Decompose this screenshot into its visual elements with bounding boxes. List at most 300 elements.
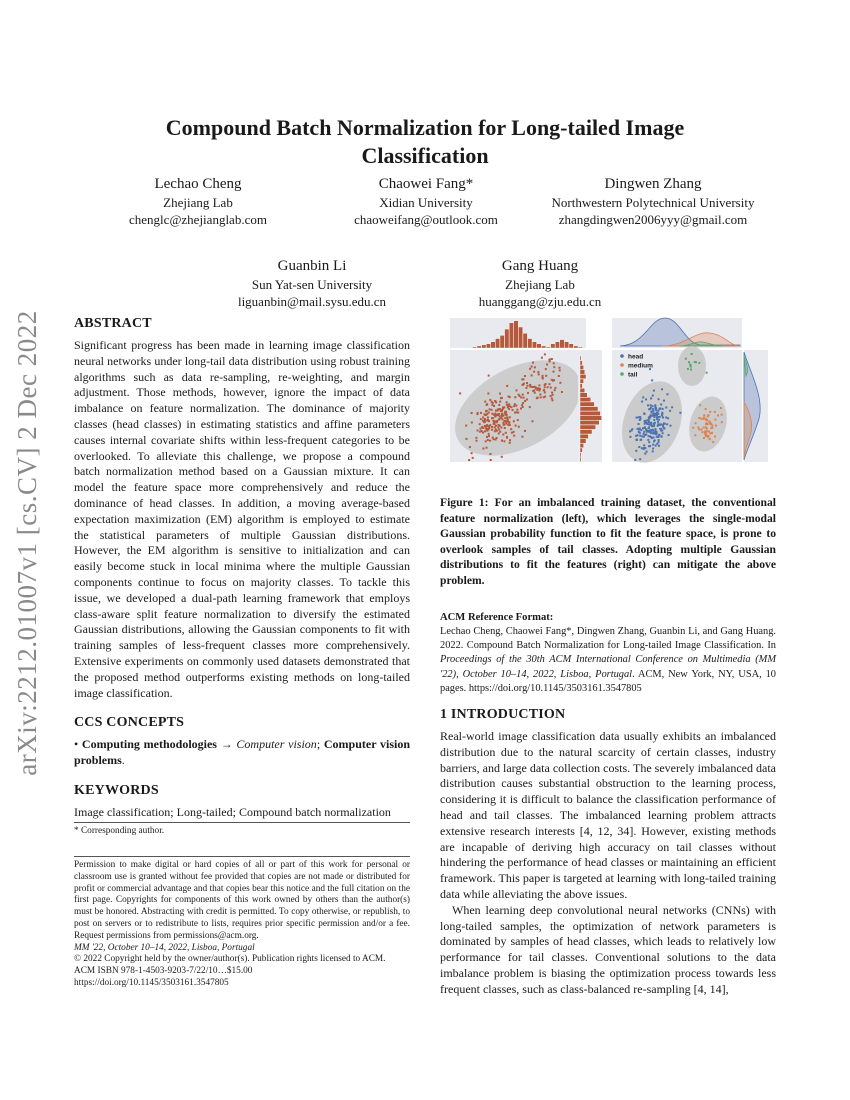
histogram-bar xyxy=(495,339,499,348)
scatter-point-medium xyxy=(698,417,700,419)
scatter-point-head xyxy=(644,426,646,428)
scatter-point-medium xyxy=(721,421,723,423)
scatter-point xyxy=(542,377,544,379)
author-block xyxy=(100,174,296,228)
scatter-point-head xyxy=(651,379,653,381)
scatter-point-head xyxy=(661,414,663,416)
scatter-point-head xyxy=(644,421,646,423)
author-email[interactable]: chaoweifang@outlook.com xyxy=(354,212,498,227)
scatter-point-head xyxy=(638,423,640,425)
scatter-point-head xyxy=(641,447,643,449)
scatter-point xyxy=(498,404,500,406)
scatter-point xyxy=(538,373,540,375)
author-name: Gang Huang xyxy=(501,258,579,274)
figure-1 xyxy=(440,312,780,474)
scatter-point xyxy=(514,396,516,398)
scatter-point xyxy=(486,436,488,438)
scatter-point xyxy=(484,430,486,432)
scatter-point-tail xyxy=(690,369,692,371)
scatter-point xyxy=(489,453,491,455)
scatter-point xyxy=(468,459,470,461)
scatter-point xyxy=(483,421,485,423)
scatter-point xyxy=(502,434,504,436)
scatter-point-tail xyxy=(690,366,692,368)
scatter-point-head xyxy=(659,416,661,418)
author-block xyxy=(326,174,526,228)
histogram-bar xyxy=(491,342,495,348)
scatter-point xyxy=(516,411,518,413)
scatter-point-medium xyxy=(703,437,705,439)
scatter-point-head xyxy=(649,408,651,410)
scatter-point xyxy=(503,440,505,442)
histogram-bar xyxy=(518,327,522,348)
scatter-point xyxy=(511,432,513,434)
scatter-point-medium xyxy=(699,404,701,406)
scatter-point-head xyxy=(655,409,657,411)
scatter-point-head xyxy=(654,422,656,424)
bullet: • xyxy=(74,737,79,752)
scatter-point-head xyxy=(662,408,664,410)
scatter-point-medium xyxy=(703,427,705,429)
permission-text: Permission to make digital or hard copies of all or part of this work for personal or classroom use is granted without fee provided that copies are not made or distributed for profit or commercial advantage and that copies bear this notice and the full citation on the first page. Copyrights for components of this work owned by others than the author(s) must be honored. Abstracting with credit is permitted. To copy otherwise, or republish, to post on servers or to redistribute to lists, requires prior specific permission and/or a fee. Request permissions from permissions@acm.org. xyxy=(74,860,410,941)
scatter-point xyxy=(482,416,484,418)
scatter-point xyxy=(524,375,526,377)
scatter-point xyxy=(501,440,503,442)
scatter-point xyxy=(459,392,461,394)
scatter-point-medium xyxy=(714,419,716,421)
scatter-point xyxy=(544,353,546,355)
scatter-point-head xyxy=(653,431,655,433)
scatter-point xyxy=(522,384,524,386)
scatter-point xyxy=(505,411,507,413)
histogram-bar xyxy=(580,370,585,374)
scatter-point-medium xyxy=(709,411,711,413)
scatter-point xyxy=(488,435,490,437)
scatter-point-head xyxy=(665,407,667,409)
scatter-point-medium xyxy=(702,431,704,433)
scatter-point-head xyxy=(652,448,654,450)
scatter-point xyxy=(480,428,482,430)
scatter-point xyxy=(493,420,495,422)
scatter-point-head xyxy=(641,435,643,437)
scatter-point xyxy=(491,429,493,431)
scatter-point-head xyxy=(643,447,645,449)
scatter-point-medium xyxy=(721,414,723,416)
ccs-item: Computing methodologies xyxy=(81,737,217,752)
author-email[interactable]: chenglc@zhejianglab.com xyxy=(129,212,267,227)
scatter-point xyxy=(549,359,551,361)
scatter-point xyxy=(531,374,533,376)
histogram-bar xyxy=(580,457,581,461)
histogram-bar xyxy=(509,323,513,348)
scatter-point xyxy=(553,371,555,373)
scatter-point-head xyxy=(649,436,651,438)
scatter-point-medium xyxy=(704,433,706,435)
scatter-point xyxy=(540,396,542,398)
scatter-point-medium xyxy=(703,414,705,416)
scatter-point-head xyxy=(647,420,649,422)
scatter-point xyxy=(476,440,478,442)
scatter-point xyxy=(515,425,517,427)
left-panel xyxy=(440,318,602,474)
scatter-point-head xyxy=(661,388,663,390)
scatter-point xyxy=(481,430,483,432)
scatter-point xyxy=(501,456,503,458)
scatter-point xyxy=(489,408,491,410)
scatter-point xyxy=(502,415,504,417)
separator: ; xyxy=(316,737,321,752)
scatter-point xyxy=(529,406,531,408)
scatter-point-head xyxy=(663,400,665,402)
scatter-point xyxy=(480,412,482,414)
histogram-bar xyxy=(580,402,594,406)
scatter-point xyxy=(494,400,496,402)
scatter-point-head xyxy=(657,421,659,423)
scatter-point xyxy=(501,409,503,411)
author-name: Dingwen Zhang xyxy=(604,176,702,192)
scatter-point-head xyxy=(645,398,647,400)
scatter-point xyxy=(508,422,510,424)
scatter-point xyxy=(532,386,534,388)
scatter-point xyxy=(542,375,544,377)
histogram-bar xyxy=(580,361,582,365)
scatter-point-head xyxy=(667,417,669,419)
scatter-point-head xyxy=(661,423,663,425)
scatter-point-head xyxy=(643,431,645,433)
scatter-point xyxy=(526,382,528,384)
scatter-point-head xyxy=(653,440,655,442)
scatter-point-medium xyxy=(710,423,712,425)
scatter-point-head xyxy=(653,419,655,421)
scatter-point xyxy=(486,420,488,422)
scatter-point xyxy=(539,394,541,396)
scatter-point-head xyxy=(653,390,655,392)
figure-caption: Figure 1: For an imbalanced training dataset, the conventional feature normalization (left), which leverages the single-modal Gaussian probability function to fit the feature space, is prone to overlook samples of tail classes. Adopting multiple Gaussian distributions to fit the features (right) can mitigate the above problem. xyxy=(440,496,776,587)
legend-label: head xyxy=(628,353,644,361)
scatter-point xyxy=(510,428,512,430)
scatter-point xyxy=(514,403,516,405)
scatter-point-head xyxy=(655,407,657,409)
histogram-bar xyxy=(532,342,536,348)
scatter-point xyxy=(552,399,554,401)
scatter-point-head xyxy=(679,412,681,414)
scatter-point xyxy=(495,429,497,431)
scatter-point xyxy=(507,405,509,407)
scatter-point xyxy=(550,387,552,389)
scatter-point-tail xyxy=(695,361,697,363)
scatter-point xyxy=(521,404,523,406)
scatter-point-head xyxy=(657,410,659,412)
footnote: * Corresponding author. xyxy=(74,826,165,836)
histogram-bar xyxy=(580,397,591,401)
histogram-bar xyxy=(580,365,584,369)
scatter-point-head xyxy=(662,432,664,434)
scatter-point-head xyxy=(652,405,654,407)
scatter-point-head xyxy=(669,410,671,412)
histogram-bar xyxy=(546,347,550,348)
scatter-point xyxy=(546,364,548,366)
scatter-point xyxy=(524,400,526,402)
arrow: → xyxy=(220,737,233,752)
scatter-point xyxy=(551,358,553,360)
scatter-point xyxy=(537,397,539,399)
histogram-bar xyxy=(574,346,578,348)
scatter-point xyxy=(484,418,486,420)
scatter-point-medium xyxy=(706,428,708,430)
histogram-bar xyxy=(580,430,592,434)
histogram-bar xyxy=(580,374,586,378)
author-name: Lechao Cheng xyxy=(154,176,242,192)
scatter-point-medium xyxy=(711,432,713,434)
author-email[interactable]: zhangdingwen2006yyy@gmail.com xyxy=(558,212,748,227)
scatter-point xyxy=(506,437,508,439)
scatter-point-head xyxy=(636,439,638,441)
scatter-point xyxy=(554,387,556,389)
scatter-point xyxy=(553,366,555,368)
scatter-point-head xyxy=(652,429,654,431)
scatter-point xyxy=(544,391,546,393)
scatter-point xyxy=(486,447,488,449)
scatter-point-head xyxy=(640,418,642,420)
scatter-point-head xyxy=(658,435,660,437)
scatter-point-tail xyxy=(698,362,700,364)
scatter-point-head xyxy=(652,408,654,410)
scatter-point xyxy=(487,439,489,441)
right-panel xyxy=(611,318,768,471)
scatter-point xyxy=(545,383,547,385)
divider xyxy=(74,822,410,823)
scatter-point-head xyxy=(629,430,631,432)
scatter-point xyxy=(495,414,497,416)
scatter-point-head xyxy=(636,417,638,419)
paper-title: Compound Batch Normalization for Long-tailed Image Classification xyxy=(165,115,685,168)
scatter-point xyxy=(505,432,507,434)
scatter-point xyxy=(491,417,493,419)
scatter-point-medium xyxy=(700,418,702,420)
scatter-point-head xyxy=(643,444,645,446)
histogram-bar xyxy=(580,356,581,360)
author-affiliation: Xidian University xyxy=(379,195,473,210)
scatter-point xyxy=(518,426,520,428)
scatter-point-medium xyxy=(712,441,714,443)
keywords-text: Image classification; Long-tailed; Compound batch normalization xyxy=(74,804,391,819)
scatter-point xyxy=(491,413,493,415)
permission-block xyxy=(74,860,410,990)
ccs-concepts xyxy=(74,737,410,769)
acm-ref-proceedings: Proceedings of the 30th ACM International Conference on Multimedia (MM '22), October 10–14, 2022, Lisboa, Portugal xyxy=(440,654,776,680)
scatter-point xyxy=(472,457,474,459)
scatter-point xyxy=(504,420,506,422)
scatter-point-head xyxy=(638,446,640,448)
histogram-bar xyxy=(580,388,585,392)
scatter-point-medium xyxy=(717,414,719,416)
histogram-bar xyxy=(580,420,599,424)
scatter-point-head xyxy=(630,436,632,438)
scatter-point-head xyxy=(648,441,650,443)
scatter-point xyxy=(559,367,561,369)
author-affiliation: Sun Yat-sen University xyxy=(251,277,373,292)
scatter-point xyxy=(509,442,511,444)
scatter-point-head xyxy=(643,433,645,435)
scatter-point-head xyxy=(648,423,650,425)
histogram-bar xyxy=(580,434,588,438)
scatter-point-head xyxy=(662,426,664,428)
scatter-point xyxy=(500,427,502,429)
scatter-point-head xyxy=(651,425,653,427)
scatter-point xyxy=(482,448,484,450)
scatter-point-head xyxy=(645,428,647,430)
scatter-point-head xyxy=(637,434,639,436)
scatter-point xyxy=(541,357,543,359)
scatter-point xyxy=(499,408,501,410)
scatter-point-medium xyxy=(705,431,707,433)
scatter-point xyxy=(548,383,550,385)
scatter-point xyxy=(494,430,496,432)
scatter-point xyxy=(484,413,486,415)
tail-ellipse xyxy=(678,346,706,386)
scatter-point-head xyxy=(649,429,651,431)
scatter-point-head xyxy=(658,441,660,443)
scatter-point-tail xyxy=(689,364,691,366)
scatter-point xyxy=(516,409,518,411)
scatter-point xyxy=(539,388,541,390)
scatter-point xyxy=(498,424,500,426)
scatter-point-head xyxy=(645,433,647,435)
period: . xyxy=(121,753,125,768)
scatter-point-head xyxy=(641,401,643,403)
scatter-point xyxy=(544,386,546,388)
scatter-point xyxy=(551,397,553,399)
scatter-point xyxy=(547,386,549,388)
venue-text: MM '22, October 10–14, 2022, Lisboa, Portugal xyxy=(74,942,255,953)
scatter-point xyxy=(493,438,495,440)
scatter-point-head xyxy=(654,413,656,415)
scatter-point xyxy=(553,362,555,364)
scatter-point xyxy=(545,375,547,377)
scatter-point xyxy=(517,419,519,421)
scatter-point-head xyxy=(646,431,648,433)
histogram-bar xyxy=(580,384,582,388)
copyright-text: © 2022 Copyright held by the owner/author(s). Publication rights licensed to ACM. xyxy=(74,954,386,965)
scatter-point xyxy=(507,424,509,426)
scatter-point xyxy=(512,409,514,411)
acm-ref-tail: . ACM, New York, NY, USA, 10 pages. https://doi.org/10.1145/3503161.3547805 xyxy=(440,668,776,694)
scatter-point xyxy=(544,396,546,398)
introduction xyxy=(440,707,776,998)
scatter-point xyxy=(533,386,535,388)
author-affiliation: Northwestern Polytechnical University xyxy=(551,195,755,210)
author-email[interactable]: huanggang@zju.edu.cn xyxy=(478,294,602,309)
scatter-point xyxy=(480,418,482,420)
histogram-bar xyxy=(560,340,564,348)
scatter-point xyxy=(559,369,561,371)
histogram-bar xyxy=(580,443,584,447)
scatter-point-head xyxy=(661,412,663,414)
scatter-point-tail xyxy=(691,353,693,355)
histogram-bar xyxy=(564,342,568,348)
scatter-point xyxy=(484,401,486,403)
scatter-point xyxy=(499,401,501,403)
scatter-point-head xyxy=(653,416,655,418)
scatter-point xyxy=(495,439,497,441)
scatter-point xyxy=(532,420,534,422)
author-affiliation: Zhejiang Lab xyxy=(163,195,233,210)
scatter-point xyxy=(503,424,505,426)
scatter-point xyxy=(506,417,508,419)
scatter-point xyxy=(522,402,524,404)
scatter-point xyxy=(552,394,554,396)
scatter-point xyxy=(527,392,529,394)
scatter-point-head xyxy=(670,425,672,427)
scatter-point-head xyxy=(649,445,651,447)
scatter-point xyxy=(532,362,534,364)
doi-link[interactable]: https://doi.org/10.1145/3503161.3547805 xyxy=(74,977,229,988)
scatter-point xyxy=(496,421,498,423)
scatter-point-head xyxy=(657,423,659,425)
histogram-bar xyxy=(569,344,573,348)
scatter-point xyxy=(490,459,492,461)
scatter-point xyxy=(513,420,515,422)
scatter-point xyxy=(491,409,493,411)
author-email[interactable]: liguanbin@mail.sysu.edu.cn xyxy=(237,294,387,309)
intro-heading: 1 INTRODUCTION xyxy=(440,707,566,722)
scatter-point xyxy=(491,401,493,403)
author-name: Guanbin Li xyxy=(277,258,347,274)
scatter-point-tail xyxy=(688,361,690,363)
scatter-point xyxy=(475,437,477,439)
histogram-bar xyxy=(580,448,582,452)
scatter-point-medium xyxy=(715,425,717,427)
scatter-point xyxy=(471,452,473,454)
scatter-point-head xyxy=(639,432,641,434)
scatter-point-head xyxy=(665,417,667,419)
scatter-point-head xyxy=(654,431,656,433)
scatter-point xyxy=(498,433,500,435)
scatter-point-head xyxy=(647,404,649,406)
histogram-bar xyxy=(580,411,600,415)
scatter-point-head xyxy=(658,439,660,441)
legend-label: tail xyxy=(628,371,638,379)
legend-label: medium xyxy=(628,362,653,370)
scatter-point-head xyxy=(642,396,644,398)
author-block xyxy=(548,174,758,228)
scatter-point-head xyxy=(658,398,660,400)
histogram-bar xyxy=(477,346,481,348)
scatter-point-medium xyxy=(705,408,707,410)
scatter-point xyxy=(526,399,528,401)
scatter-point xyxy=(549,361,551,363)
scatter-point xyxy=(531,366,533,368)
histogram-bar xyxy=(578,347,582,348)
legend-marker-medium xyxy=(620,363,624,367)
histogram-bar xyxy=(580,453,581,457)
scatter-point xyxy=(506,401,508,403)
scatter-point-medium xyxy=(695,422,697,424)
scatter-point xyxy=(479,423,481,425)
scatter-point xyxy=(506,385,508,387)
scatter-point xyxy=(552,380,554,382)
scatter-point-head xyxy=(648,426,650,428)
scatter-point-medium xyxy=(708,420,710,422)
scatter-point xyxy=(554,389,556,391)
scatter-point xyxy=(504,427,506,429)
scatter-point-medium xyxy=(714,436,716,438)
scatter-point xyxy=(513,435,515,437)
scatter-point-head xyxy=(651,412,653,414)
scatter-point xyxy=(488,375,490,377)
scatter-point xyxy=(471,412,473,414)
scatter-point-head xyxy=(656,443,658,445)
